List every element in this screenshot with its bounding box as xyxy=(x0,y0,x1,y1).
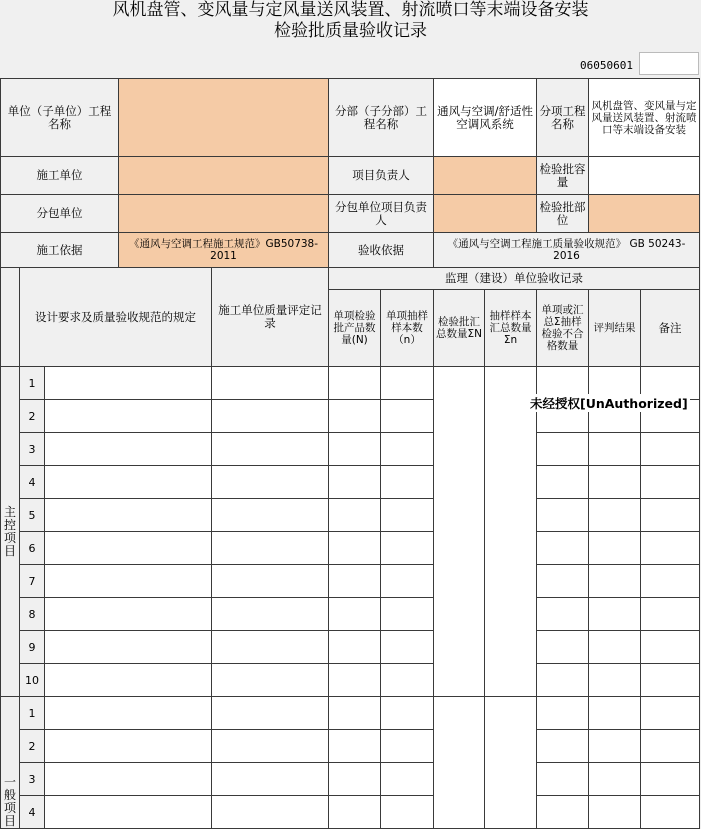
record-cell[interactable] xyxy=(212,400,329,433)
batch-total-header: 检验批汇总数量ΣN xyxy=(434,290,485,367)
record-cell[interactable] xyxy=(212,466,329,499)
remarks-cell[interactable] xyxy=(641,532,700,565)
subcontractor-label: 分包单位 xyxy=(1,195,119,233)
spec-cell[interactable] xyxy=(45,796,212,829)
record-cell[interactable] xyxy=(212,697,329,730)
doc-code-cell[interactable] xyxy=(639,52,699,75)
sample-cell[interactable] xyxy=(381,598,434,631)
pm-value[interactable] xyxy=(434,157,537,195)
record-cell[interactable] xyxy=(212,598,329,631)
division-value: 通风与空调/舒适性空调风系统 xyxy=(434,79,537,157)
sample-cell[interactable] xyxy=(381,763,434,796)
spec-header: 设计要求及质量验收规范的规定 xyxy=(20,268,212,367)
spec-cell[interactable] xyxy=(45,664,212,697)
record-cell[interactable] xyxy=(212,664,329,697)
sub-pm-value[interactable] xyxy=(434,195,537,233)
record-cell[interactable] xyxy=(212,763,329,796)
batch-location-label: 检验批部位 xyxy=(537,195,589,233)
n-cell[interactable] xyxy=(329,763,381,796)
record-cell[interactable] xyxy=(212,565,329,598)
batch-total-cell[interactable] xyxy=(434,697,485,829)
n-cell[interactable] xyxy=(329,796,381,829)
remarks-cell[interactable] xyxy=(641,598,700,631)
n-cell[interactable] xyxy=(329,697,381,730)
sample-cell[interactable] xyxy=(381,400,434,433)
failed-cell[interactable] xyxy=(537,466,589,499)
remarks-header: 备注 xyxy=(641,290,700,367)
n-cell[interactable] xyxy=(329,664,381,697)
spec-cell[interactable] xyxy=(45,367,212,400)
result-cell[interactable] xyxy=(589,565,641,598)
failed-cell[interactable] xyxy=(537,433,589,466)
main-section-label: 主控项目 xyxy=(1,367,20,697)
failed-cell[interactable] xyxy=(537,697,589,730)
contractor-record-header: 施工单位质量评定记录 xyxy=(212,268,329,367)
n-cell[interactable] xyxy=(329,631,381,664)
remarks-cell[interactable] xyxy=(641,466,700,499)
remarks-cell[interactable] xyxy=(641,499,700,532)
sample-cell[interactable] xyxy=(381,730,434,763)
result-cell[interactable] xyxy=(589,664,641,697)
failed-cell[interactable] xyxy=(537,631,589,664)
result-cell[interactable] xyxy=(589,730,641,763)
row-number: 1 xyxy=(20,697,45,730)
failed-cell[interactable] xyxy=(537,664,589,697)
form-title xyxy=(0,0,701,50)
n-cell[interactable] xyxy=(329,598,381,631)
record-cell[interactable] xyxy=(212,367,329,400)
row-number: 10 xyxy=(20,664,45,697)
spec-cell[interactable] xyxy=(45,730,212,763)
result-cell[interactable] xyxy=(589,763,641,796)
failed-cell[interactable] xyxy=(537,565,589,598)
n-cell[interactable] xyxy=(329,367,381,400)
remarks-cell[interactable] xyxy=(641,796,700,829)
remarks-cell[interactable] xyxy=(641,631,700,664)
row-number: 5 xyxy=(20,499,45,532)
sample-total-header: 抽样样本汇总数量Σn xyxy=(485,290,537,367)
product-count-header: 单项检验批产品数量(N) xyxy=(329,290,381,367)
contractor-label: 施工单位 xyxy=(1,157,119,195)
row-number: 8 xyxy=(20,598,45,631)
failed-cell[interactable] xyxy=(537,532,589,565)
row-number: 4 xyxy=(20,466,45,499)
spec-cell[interactable] xyxy=(45,598,212,631)
batch-capacity-value[interactable] xyxy=(589,157,700,195)
sample-cell[interactable] xyxy=(381,796,434,829)
remarks-cell[interactable] xyxy=(641,763,700,796)
result-cell[interactable] xyxy=(589,598,641,631)
construction-basis-value: 《通风与空调工程施工规范》GB50738-2011 xyxy=(119,233,329,268)
result-cell[interactable] xyxy=(589,697,641,730)
n-cell[interactable] xyxy=(329,499,381,532)
record-table xyxy=(0,78,700,829)
sample-cell[interactable] xyxy=(381,433,434,466)
sample-total-cell[interactable] xyxy=(485,367,537,697)
record-cell[interactable] xyxy=(212,433,329,466)
subitem-value: 风机盘管、变风量与定风量送风装置、射流喷口等末端设备安装 xyxy=(589,79,700,157)
result-cell[interactable] xyxy=(589,499,641,532)
failed-cell[interactable] xyxy=(537,796,589,829)
subcontractor-value[interactable] xyxy=(119,195,329,233)
batch-total-cell[interactable] xyxy=(434,367,485,697)
n-cell[interactable] xyxy=(329,730,381,763)
construction-basis-label: 施工依据 xyxy=(1,233,119,268)
unauthorized-watermark: 未经授权[UnAuthorized] xyxy=(530,396,688,411)
spec-cell[interactable] xyxy=(45,532,212,565)
row-number: 4 xyxy=(20,796,45,829)
sub-pm-label: 分包单位项目负责人 xyxy=(329,195,434,233)
record-cell[interactable] xyxy=(212,796,329,829)
n-cell[interactable] xyxy=(329,532,381,565)
spec-cell[interactable] xyxy=(45,400,212,433)
spec-cell[interactable] xyxy=(45,565,212,598)
row-number: 3 xyxy=(20,763,45,796)
failed-cell[interactable] xyxy=(537,499,589,532)
remarks-cell[interactable] xyxy=(641,730,700,763)
row-number: 6 xyxy=(20,532,45,565)
n-cell[interactable] xyxy=(329,400,381,433)
spec-cell[interactable] xyxy=(45,466,212,499)
result-cell[interactable] xyxy=(589,433,641,466)
sample-total-cell[interactable] xyxy=(485,697,537,829)
row-number: 7 xyxy=(20,565,45,598)
sample-cell[interactable] xyxy=(381,664,434,697)
spec-cell[interactable] xyxy=(45,631,212,664)
sample-cell[interactable] xyxy=(381,697,434,730)
unit-value[interactable] xyxy=(119,79,329,157)
division-label: 分部（子分部）工程名称 xyxy=(329,79,434,157)
record-cell[interactable] xyxy=(212,532,329,565)
batch-capacity-label: 检验批容量 xyxy=(537,157,589,195)
failed-cell[interactable] xyxy=(537,763,589,796)
record-cell[interactable] xyxy=(212,499,329,532)
general-section-label: 一般项目 xyxy=(1,697,20,829)
sample-count-header: 单项抽样样本数（n） xyxy=(381,290,434,367)
row-number: 1 xyxy=(20,367,45,400)
spec-cell[interactable] xyxy=(45,433,212,466)
result-cell[interactable] xyxy=(589,796,641,829)
failed-count-header: 单项或汇总Σ抽样检验不合格数量 xyxy=(537,290,589,367)
n-cell[interactable] xyxy=(329,565,381,598)
sample-cell[interactable] xyxy=(381,466,434,499)
contractor-value[interactable] xyxy=(119,157,329,195)
spec-cell[interactable] xyxy=(45,499,212,532)
section-corner xyxy=(1,268,20,367)
result-cell[interactable] xyxy=(589,631,641,664)
pm-label: 项目负责人 xyxy=(329,157,434,195)
remarks-cell[interactable] xyxy=(641,565,700,598)
row-number: 2 xyxy=(20,400,45,433)
sample-cell[interactable] xyxy=(381,532,434,565)
sample-cell[interactable] xyxy=(381,499,434,532)
title-line-1: 风机盘管、变风量与定风量送风装置、射流喷口等末端设备安装 xyxy=(112,0,589,20)
acceptance-basis-label: 验收依据 xyxy=(329,233,434,268)
failed-cell[interactable] xyxy=(537,730,589,763)
row-number: 3 xyxy=(20,433,45,466)
result-header: 评判结果 xyxy=(589,290,641,367)
result-cell[interactable] xyxy=(589,532,641,565)
sample-cell[interactable] xyxy=(381,367,434,400)
unit-label: 单位（子单位）工程名称 xyxy=(1,79,119,157)
spec-cell[interactable] xyxy=(45,697,212,730)
title-line-2: 检验批质量验收记录 xyxy=(274,21,427,41)
row-number: 2 xyxy=(20,730,45,763)
acceptance-basis-value: 《通风与空调工程施工质量验收规范》 GB 50243-2016 xyxy=(434,233,700,268)
doc-code: 06050601 xyxy=(580,59,633,72)
sample-cell[interactable] xyxy=(381,565,434,598)
remarks-cell[interactable] xyxy=(641,433,700,466)
failed-cell[interactable] xyxy=(537,598,589,631)
row-number: 9 xyxy=(20,631,45,664)
remarks-cell[interactable] xyxy=(641,664,700,697)
n-cell[interactable] xyxy=(329,433,381,466)
n-cell[interactable] xyxy=(329,466,381,499)
result-cell[interactable] xyxy=(589,466,641,499)
subitem-label: 分项工程名称 xyxy=(537,79,589,157)
sample-cell[interactable] xyxy=(381,631,434,664)
record-cell[interactable] xyxy=(212,730,329,763)
remarks-cell[interactable] xyxy=(641,697,700,730)
supervision-header: 监理（建设）单位验收记录 xyxy=(329,268,700,290)
spec-cell[interactable] xyxy=(45,763,212,796)
batch-location-value[interactable] xyxy=(589,195,700,233)
record-cell[interactable] xyxy=(212,631,329,664)
